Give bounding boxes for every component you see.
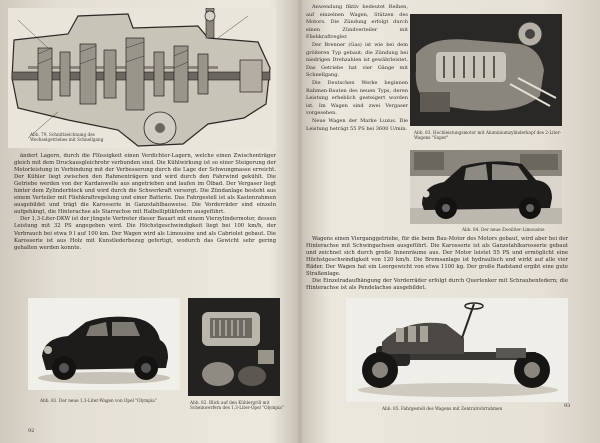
engine-detail-photo	[188, 298, 280, 396]
car-photo-olympia	[28, 298, 180, 390]
page-number: 93	[564, 403, 571, 409]
left-page	[0, 0, 296, 443]
right-page	[302, 0, 600, 443]
side-text-column	[306, 4, 408, 148]
body-text	[306, 236, 568, 298]
figure-caption: Abb. 83. Hochleistungsmotor mit Aluminiumzylinderkopf des 2-Liter-Wagens "Super"	[414, 130, 562, 140]
paragraph: Der 1,3-Liter-DKW ist der jüngste Vertreter dieser Bauart mit einem Vierzylindermotor, dessen Leistung mit 32 PS angegeben wird. Die Höchstgeschwindigkeit liegt bei 100 km/h, der Verbrauch bei etwa 9 l auf 100 km. Der Wagen wird als Limousine und als Cabriolet gebaut. Die Karosserie ist aus Holz mit Kunstlederbezug gefertigt, wodurch das Gewicht sehr gering gehalten werden konnte.	[14, 216, 276, 251]
paragraph: Die Deutschen Werke beginnen Rahmen-Bauten des neuen Typs, deren Leistung erheblich gesteigert worden ist. Im Wagen sind zwei Vergaser vorgesehen.	[306, 79, 408, 117]
paragraph: Anwendung fiktiv bedeutet Reihen, auf einzelnen Wagen, Stützen des Motors. Die Zündung erfolgt durch einen Zündverteiler mit Fliehkraftregler.	[306, 4, 408, 41]
figure-caption: Abb. 85. Fahrgestell des Wagens mit Zentralrohrrahmen	[382, 406, 503, 411]
page-number: 92	[28, 428, 35, 434]
paragraph: Wagens einen Vierganggetriebe, für die beim Bau-Motor des Motors gebaut, wird aber bei der Hinterachse mit Schwingachsen ausgeführt. Die Karosserie ist als Ganzstahlkarosserie gebaut und zeichnet sich durch große Innenräume aus. Der Motor leistet 55 PS und ermöglicht eine Höchstgeschwindigkeit von 120 km/h. Die Bremsanlage ist hydraulisch und wirkt auf alle vier Räder. Der Wagen hat ein Leergewicht von etwa 1100 kg. Der große Radstand ergibt eine gute Straßenlage.	[306, 236, 568, 278]
body-text	[14, 153, 276, 289]
limousine-photo	[410, 150, 562, 224]
paragraph: ändert Lagern, durch die Flüssigkeit einen Verdichter-Lagern, welche einen Zwischenträger gleich mit dem Druckausgleichrohr verbunden sind. Die Kühlwirkung ist so einer Steigerung der Motorleistung in Verbindung mit der Verbesserung durch die Lage der Schwungmasse erreicht. Der Kühler liegt zwischen den Rahmenträgern und wird durch den Fahrwind gekühlt. Die Getriebe werden von der Kardanwelle aus angetrieben und laufen im Ölbad. Der Vergaser liegt hinter dem Zylinderblock und wird durch die Schwerkraft versorgt. Die Zündanlage besteht aus einem Verteiler mit Fliehkraftregelung und einer Batterie. Das Fahrgestell ist als Kastenrahmen ausgebildet und trägt die Karosserie in Ganzstahlbauweise. Die Vorderräder sind einzeln aufgehängt, die Hinterachse als Starrachse mit Halbelliptikfedern ausgeführt.	[14, 153, 276, 216]
photo-caption: Abb. 81. Der neue 1,3-Liter-Wagen von Opel "Olympia"	[40, 398, 157, 403]
photo-caption: Abb. 82. Blick auf den Kühlergrill mit Scheinwerfern des 1,3-Liter-Opel "Olympia"	[190, 400, 284, 410]
paragraph: Der Brenner (Gas) ist wie bei dem größeren Typ gebaut; die Zündung bei niedrigen Drehzahlen ist gewährleistet. Das Getriebe hat vier Gänge mit Schnellgang.	[306, 41, 408, 79]
gearbox-cutaway-drawing	[8, 8, 276, 148]
paragraph: Die Einzelradaufhängung der Vorderräder erfolgt durch Querlenker mit Schraubenfedern; die Hinterachse ist als Pendelachse ausgebildet.	[306, 278, 568, 292]
figure-caption: Abb. 79. Schnittzeichnung des Wechselgetriebes mit Schnellgang	[30, 132, 104, 142]
chassis-photo	[346, 298, 568, 402]
engine-photo	[410, 14, 562, 126]
paragraph: Neue Wagen der Marke Luxus. Die Leistung beträgt 55 PS bei 3600 U/min.	[306, 117, 408, 132]
figure-caption: Abb. 84. Der neue Zweiliter-Limousine	[462, 227, 545, 232]
